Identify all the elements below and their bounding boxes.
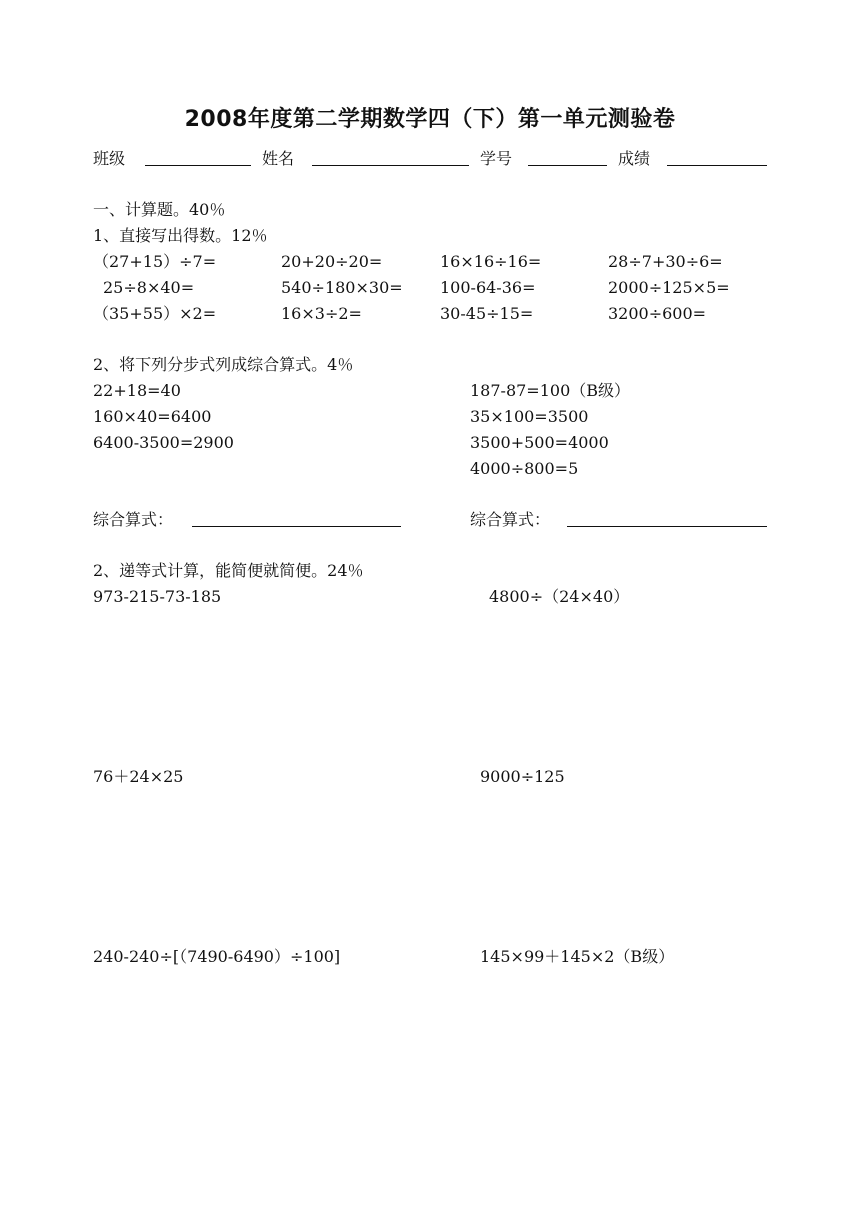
class-blank[interactable] — [145, 149, 251, 166]
step-equation: 160×40=6400 — [93, 407, 212, 426]
step-equation: 187-87=100（B级） — [470, 381, 631, 400]
combined-label: 综合算式： — [470, 510, 551, 529]
part2-heading: 2、将下列分步式列成综合算式。4％ — [93, 355, 354, 374]
combined-answer-blank[interactable] — [567, 510, 767, 527]
stepwise-problem: 9000÷125 — [480, 767, 565, 786]
step-equation: 35×100=3500 — [470, 407, 589, 426]
oral-problem: 540÷180×30= — [281, 278, 403, 297]
score-label: 成绩 — [618, 149, 651, 168]
step-equation: 6400-3500=2900 — [93, 433, 234, 452]
oral-problem: 20+20÷20= — [281, 252, 383, 271]
oral-problem: 30-45÷15= — [440, 304, 534, 323]
combined-answer-blank[interactable] — [192, 510, 401, 527]
combined-label: 综合算式： — [93, 510, 174, 529]
stepwise-problem: 973-215-73-185 — [93, 587, 222, 606]
step-equation: 22+18=40 — [93, 381, 181, 400]
step-equation: 4000÷800=5 — [470, 459, 579, 478]
stepwise-problem: 240-240÷[（7490-6490）÷100] — [93, 947, 341, 966]
section-heading: 一、计算题。40％ — [93, 200, 226, 219]
page-title: 2008年度第二学期数学四（下）第一单元测验卷 — [184, 107, 676, 132]
name-blank[interactable] — [312, 149, 469, 166]
oral-problem: 28÷7+30÷6= — [608, 252, 723, 271]
part1-heading: 1、直接写出得数。12％ — [93, 226, 268, 245]
student-number-blank[interactable] — [528, 149, 607, 166]
part3-heading: 2、递等式计算，能简便就简便。24％ — [93, 561, 364, 580]
oral-problem: 16×3÷2= — [281, 304, 362, 323]
stepwise-problem: 76＋24×25 — [93, 767, 184, 786]
stepwise-problem: 4800÷（24×40） — [489, 587, 630, 606]
oral-problem: 16×16÷16= — [440, 252, 542, 271]
oral-problem: 2000÷125×5= — [608, 278, 730, 297]
student-number-label: 学号 — [480, 149, 513, 168]
oral-problem: 3200÷600= — [608, 304, 707, 323]
oral-problem: （27+15）÷7= — [93, 252, 217, 271]
step-equation: 3500+500=4000 — [470, 433, 609, 452]
stepwise-problem: 145×99＋145×2（B级） — [480, 947, 675, 966]
oral-problem: 100-64-36= — [440, 278, 536, 297]
name-label: 姓名 — [262, 149, 295, 168]
score-blank[interactable] — [667, 149, 767, 166]
oral-problem: 25÷8×40= — [103, 278, 195, 297]
oral-problem: （35+55）×2= — [93, 304, 217, 323]
class-label: 班级 — [93, 149, 126, 168]
